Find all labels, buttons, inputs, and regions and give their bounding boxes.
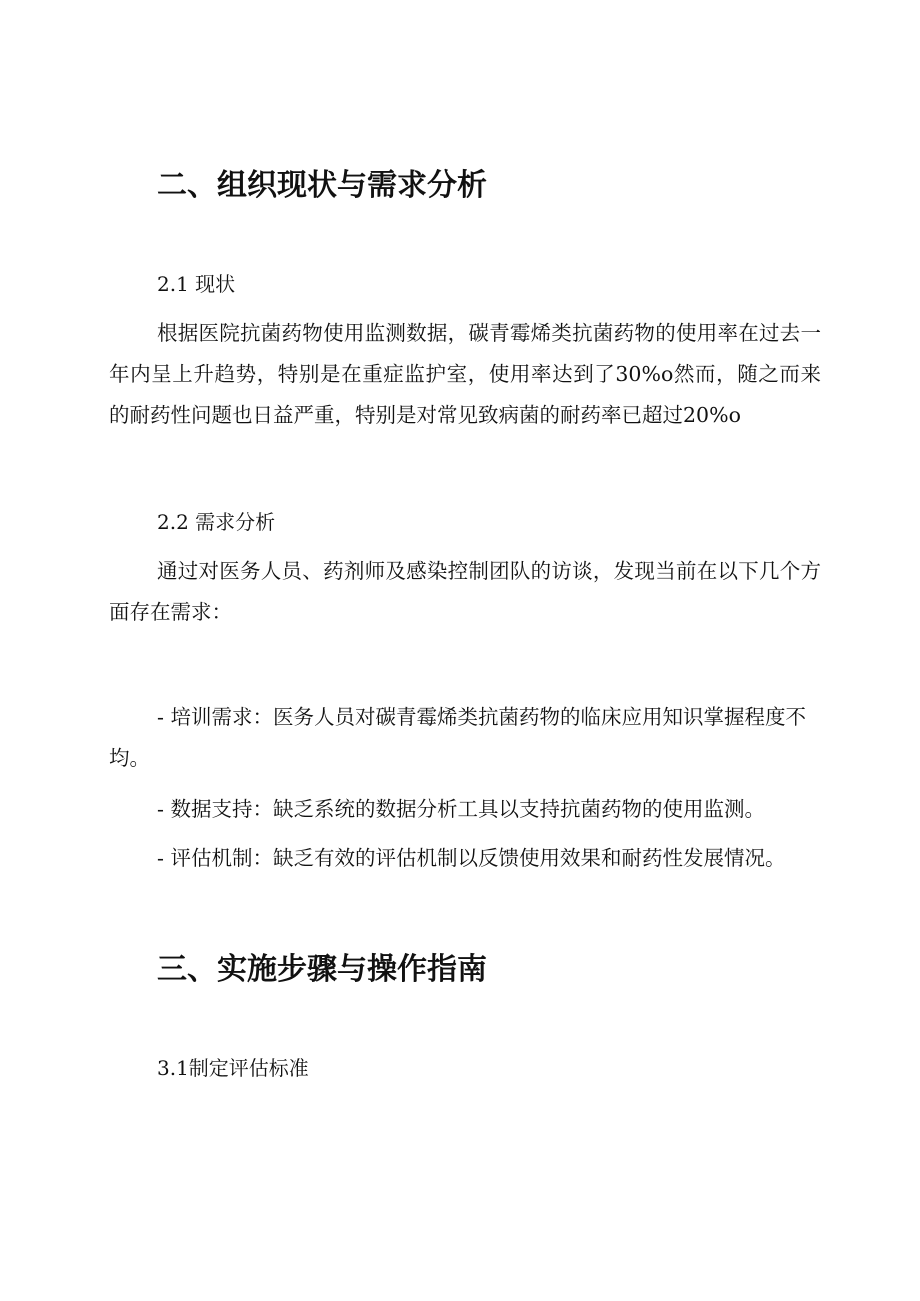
need-item-data-support: - 数据支持：缺乏系统的数据分析工具以支持抗菌药物的使用监测。 [157, 797, 765, 821]
need-item-training: - 培训需求：医务人员对碳青霉烯类抗菌药物的临床应用知识掌握程度不均。 [109, 705, 806, 770]
section-3-1-heading: 3.1制定评估标准 [157, 1056, 309, 1080]
need-item-evaluation: - 评估机制：缺乏有效的评估机制以反馈使用效果和耐药性发展情况。 [157, 846, 786, 870]
section-2-1-paragraph: 根据医院抗菌药物使用监测数据，碳青霉烯类抗菌药物的使用率在过去一年内呈上升趋势，特别是在重症监护室，使用率达到了30%o然而，随之而来的耐药性问题也日益严重，特别是对常见致病菌的耐药率已超过20%o [109, 321, 821, 427]
section-2-2-paragraph: 通过对医务人员、药剂师及感染控制团队的访谈，发现当前在以下几个方面存在需求： [109, 559, 821, 624]
section-2-heading: 二、组织现状与需求分析 [157, 168, 487, 203]
section-3-heading: 三、实施步骤与操作指南 [157, 952, 487, 987]
section-2-1-heading: 2.1 现状 [157, 272, 236, 296]
section-2-2-heading: 2.2 需求分析 [157, 510, 276, 534]
